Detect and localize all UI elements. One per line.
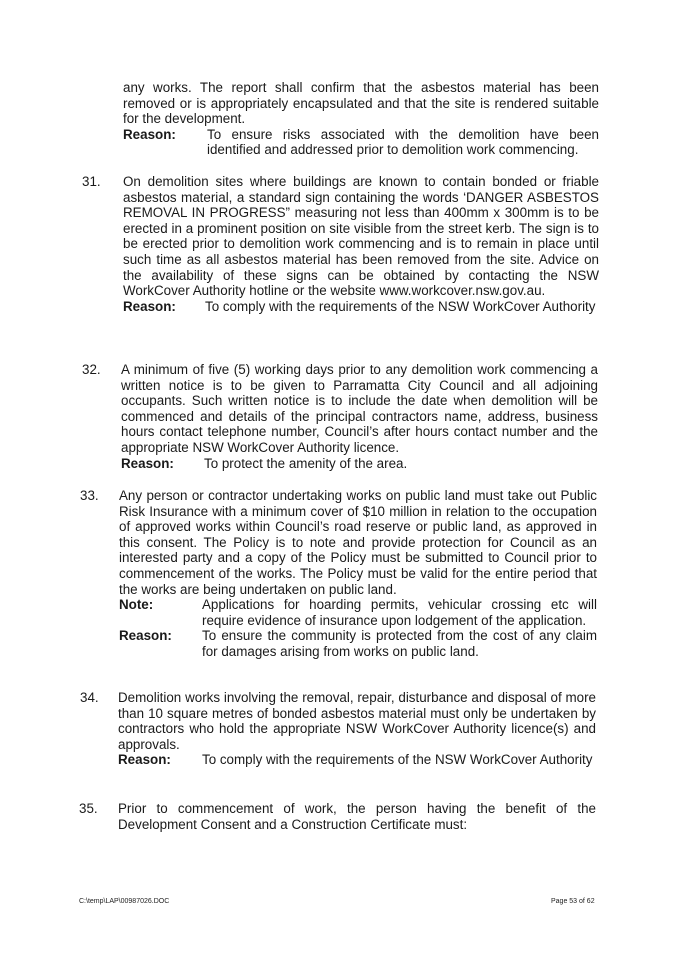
condition-text: A minimum of five (5) working days prior to any demolition work commencing a written notice is to be given to Parramatta City Council and all adjoining occupants. Such written notice is to include the date when demolition will be commenced and details of the principal contractors name, address, business hours contact telephone number, Council’s after hours contact number and the appropriate NSW WorkCover Authority licence. [121, 362, 598, 455]
condition-reason [123, 299, 599, 315]
condition-reason [121, 456, 598, 472]
footer-page-number: Page 53 of 62 [551, 898, 595, 905]
condition-reason [119, 628, 597, 659]
note-text: Applications for hoarding permits, vehicular crossing etc will require evidence of insurance upon lodgement of the application. [202, 597, 597, 628]
condition-number: 33. [80, 488, 99, 503]
reason-label: Reason: [118, 752, 171, 768]
condition-text: Demolition works involving the removal, repair, disturbance and disposal of more than 10 square metres of bonded asbestos material must only be undertaken by contractors who hold the appropriate NSW WorkCover Authority licence(s) and approvals. [118, 690, 596, 752]
reason-label: Reason: [119, 628, 172, 644]
condition-number: 35. [79, 801, 98, 816]
reason-text: To ensure risks associated with the demolition have been identified and addressed prior to demolition work commencing. [207, 126, 599, 158]
condition-35 [118, 801, 596, 832]
condition-number: 32. [82, 362, 101, 377]
condition-33 [119, 488, 597, 660]
condition-number: 34. [80, 690, 99, 705]
condition-34 [118, 690, 596, 768]
reason-label: Reason: [123, 126, 176, 142]
continued-condition [123, 80, 599, 158]
note-label: Note: [119, 597, 154, 613]
condition-text: Prior to commencement of work, the person having the benefit of the Development Consent and a Construction Certificate must: [118, 801, 596, 832]
reason-text: To ensure the community is protected from the cost of any claim for damages arising from works on public land. [202, 628, 597, 659]
condition-31 [123, 174, 599, 314]
condition-reason [118, 752, 596, 768]
condition-text: Any person or contractor undertaking works on public land must take out Public Risk Insurance with a minimum cover of $10 million in relation to the occupation of approved works within Council’s road reserve or public land, as approved in this consent. The Policy is to note and provide protection for Council as an interested party and a copy of the Policy must be submitted to Council prior to commencement of the works. The Policy must be valid for the entire period that the works are being undertaken on public land. [119, 488, 597, 597]
condition-text: On demolition sites where buildings are known to contain bonded or friable asbestos material, a standard sign containing the words ‘DANGER ASBESTOS REMOVAL IN PROGRESS” measuring not less than 400mm x 300mm is to be erected in a prominent position on site visible from the street kerb. The sign is to be erected prior to demolition work commencing and is to remain in place until such time as all asbestos material has been removed from the site. Advice on the availability of these signs can be obtained by contacting the NSW WorkCover Authority hotline or the website www.workcover.nsw.gov.au. [123, 174, 599, 299]
reason-text: To comply with the requirements of the NSW WorkCover Authority [205, 298, 596, 314]
footer-file-path: C:\temp\LAP\00987026.DOC [79, 898, 170, 905]
reason-text: To comply with the requirements of the NSW WorkCover Authority [202, 752, 593, 768]
reason-label: Reason: [121, 455, 174, 471]
condition-32 [121, 362, 598, 471]
reason-label: Reason: [123, 298, 176, 314]
condition-number: 31. [82, 174, 101, 189]
continued-text: any works. The report shall confirm that the asbestos material has been removed or is appropriately encapsulated and that the site is rendered suitable for the development. [123, 80, 599, 127]
condition-note [119, 597, 597, 628]
reason-text: To protect the amenity of the area. [204, 455, 408, 471]
continued-reason [123, 127, 599, 158]
